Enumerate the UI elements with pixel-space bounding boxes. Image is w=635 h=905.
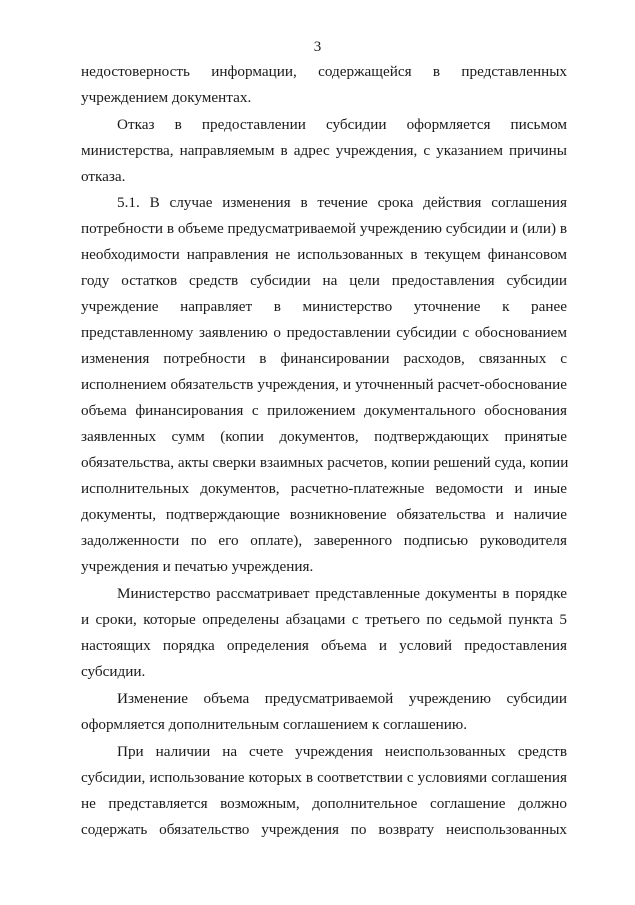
text-line: Министерство рассматривает представленные документы в порядке — [117, 585, 567, 602]
text-line: и сроки, которые определены абзацами с третьего по седьмой пункта 5 — [81, 611, 567, 628]
text-line: учреждения и печатью учреждения. — [81, 558, 314, 575]
text-line: исполнением обязательств учреждения, и уточненный расчет-обоснование — [81, 376, 567, 393]
text-line: исполнительных документов, расчетно-платежные ведомости и иные — [81, 480, 567, 497]
text-line: При наличии на счете учреждения неиспользованных средств — [117, 743, 567, 760]
text-line: содержать обязательство учреждения по возврату неиспользованных — [81, 821, 567, 838]
text-line: обязательства, акты сверки взаимных расчетов, копии решений суда, копии — [81, 454, 569, 471]
text-line: отказа. — [81, 168, 126, 185]
text-line: документы, подтверждающие возникновение обязательства и наличие — [81, 506, 567, 523]
text-line: субсидии, использование которых в соответствии с условиями соглашения — [81, 769, 567, 786]
text-line: не представляется возможным, дополнительное соглашение должно — [81, 795, 567, 812]
page-number: 3 — [313, 39, 322, 55]
text-line: объема финансирования с приложением документального обоснования — [81, 402, 567, 419]
text-line: заявленных сумм (копии документов, подтверждающих принятые — [81, 428, 567, 445]
text-line: представленному заявлению о предоставлении субсидии с обоснованием — [81, 324, 567, 341]
text-line: Изменение объема предусматриваемой учреждению субсидии — [117, 690, 567, 707]
text-line: учреждение направляет в министерство уточнение к ранее — [81, 298, 567, 315]
text-line: недостоверность информации, содержащейся в представленных — [81, 63, 567, 80]
text-line: году остатков средств субсидии на цели предоставления субсидии — [81, 272, 567, 289]
text-line: задолженности по его оплате), заверенного подписью руководителя — [81, 532, 567, 549]
text-line: субсидии. — [81, 663, 146, 680]
text-line: потребности в объеме предусматриваемой учреждению субсидии и (или) в — [81, 220, 567, 237]
text-line: изменения потребности в финансировании расходов, связанных с — [81, 350, 567, 367]
text-line: Отказ в предоставлении субсидии оформляется письмом — [117, 116, 567, 133]
text-line: оформляется дополнительным соглашением к соглашению. — [81, 716, 468, 733]
text-line: 5.1. В случае изменения в течение срока действия соглашения — [117, 194, 567, 211]
text-line: необходимости направления не использованных в текущем финансовом — [81, 246, 567, 263]
text-line: министерства, направляемым в адрес учреждения, с указанием причины — [81, 142, 567, 159]
text-line: учреждением документах. — [81, 89, 252, 106]
text-line: настоящих порядка определения объема и условий предоставления — [81, 637, 567, 654]
